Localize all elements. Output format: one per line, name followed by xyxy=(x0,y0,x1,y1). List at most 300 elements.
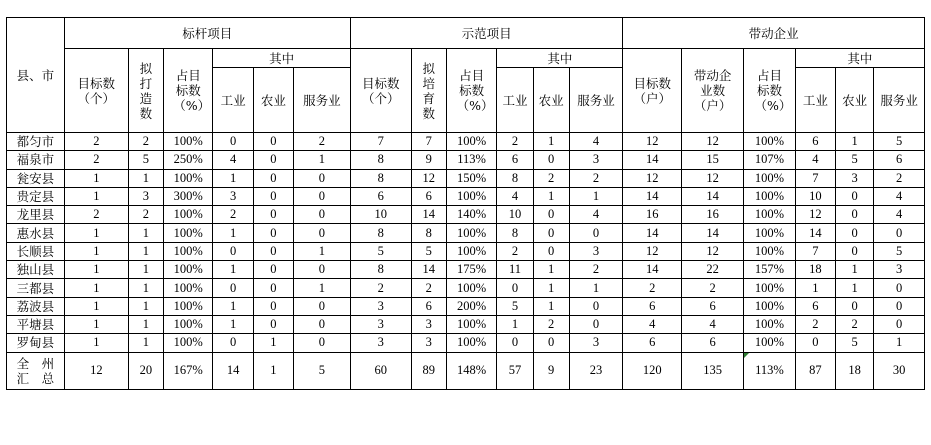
data-cell: 175% xyxy=(446,261,497,279)
data-cell: 0 xyxy=(294,169,351,187)
data-cell: 0 xyxy=(533,242,569,260)
data-cell: 1 xyxy=(294,279,351,297)
data-cell: 1 xyxy=(128,242,163,260)
county-name-cell: 三都县 xyxy=(7,279,65,297)
data-cell: 300% xyxy=(163,187,213,205)
county-name-cell: 罗甸县 xyxy=(7,334,65,352)
data-cell: 0 xyxy=(836,224,874,242)
data-cell: 0 xyxy=(294,315,351,333)
total-name-line1: 全 州 xyxy=(16,355,55,371)
total-cell: 12 xyxy=(64,352,128,389)
data-cell: 4 xyxy=(213,151,253,169)
data-cell: 11 xyxy=(497,261,533,279)
data-cell: 7 xyxy=(350,133,411,151)
enterprise-target-households-header xyxy=(623,49,682,133)
data-cell: 4 xyxy=(795,151,835,169)
data-cell: 100% xyxy=(163,133,213,151)
enterprise-driven-count-header xyxy=(682,49,744,133)
data-cell: 100% xyxy=(163,169,213,187)
benchmark-agriculture-header: 农业 xyxy=(253,68,293,133)
data-cell: 0 xyxy=(294,261,351,279)
total-cell: 57 xyxy=(497,352,533,389)
demo-service-header: 服务业 xyxy=(569,68,623,133)
data-cell: 2 xyxy=(128,206,163,224)
data-cell: 100% xyxy=(744,297,796,315)
data-cell: 0 xyxy=(253,133,293,151)
data-cell: 12 xyxy=(682,169,744,187)
data-cell: 5 xyxy=(874,242,925,260)
header-text: 拟培育数 xyxy=(422,60,436,121)
county-name-cell: 惠水县 xyxy=(7,224,65,242)
county-header: 县、市 xyxy=(7,18,65,133)
data-cell: 1 xyxy=(533,279,569,297)
data-cell: 1 xyxy=(128,334,163,352)
county-name-cell: 独山县 xyxy=(7,261,65,279)
data-cell: 1 xyxy=(213,169,253,187)
data-cell: 2 xyxy=(64,151,128,169)
data-cell: 12 xyxy=(623,133,682,151)
total-cell: 18 xyxy=(836,352,874,389)
data-cell: 12 xyxy=(795,206,835,224)
data-cell: 100% xyxy=(446,224,497,242)
data-cell: 1 xyxy=(64,187,128,205)
data-cell: 1 xyxy=(533,261,569,279)
data-cell: 1 xyxy=(569,279,623,297)
data-cell: 3 xyxy=(569,334,623,352)
total-cell: 14 xyxy=(213,352,253,389)
data-cell: 100% xyxy=(446,242,497,260)
data-cell: 9 xyxy=(411,151,446,169)
data-cell: 3 xyxy=(836,169,874,187)
data-cell: 14 xyxy=(623,224,682,242)
data-cell: 1 xyxy=(213,224,253,242)
project-summary-table xyxy=(6,17,925,390)
data-cell: 140% xyxy=(446,206,497,224)
header-text: 占目标数（%） xyxy=(754,68,792,113)
enterprise-industry-header: 工业 xyxy=(795,68,835,133)
data-cell: 100% xyxy=(744,206,796,224)
demo-industry-header: 工业 xyxy=(497,68,533,133)
total-cell: 87 xyxy=(795,352,835,389)
data-cell: 2 xyxy=(682,279,744,297)
data-cell: 100% xyxy=(163,297,213,315)
data-cell: 5 xyxy=(874,133,925,151)
total-cell: 89 xyxy=(411,352,446,389)
county-name-cell: 荔波县 xyxy=(7,297,65,315)
data-cell: 6 xyxy=(795,297,835,315)
data-cell: 0 xyxy=(294,334,351,352)
data-cell: 0 xyxy=(213,334,253,352)
data-cell: 100% xyxy=(163,242,213,260)
table-header xyxy=(7,18,925,133)
table-row xyxy=(7,169,925,187)
data-cell: 3 xyxy=(350,297,411,315)
data-cell: 107% xyxy=(744,151,796,169)
data-cell: 2 xyxy=(350,279,411,297)
data-cell: 10 xyxy=(350,206,411,224)
data-cell: 14 xyxy=(411,206,446,224)
data-cell: 0 xyxy=(213,279,253,297)
data-cell: 1 xyxy=(64,334,128,352)
data-cell: 1 xyxy=(128,224,163,242)
data-cell: 2 xyxy=(795,315,835,333)
data-cell: 0 xyxy=(253,151,293,169)
data-cell: 14 xyxy=(682,187,744,205)
data-cell: 7 xyxy=(795,169,835,187)
data-cell: 10 xyxy=(795,187,835,205)
data-cell: 1 xyxy=(128,261,163,279)
data-cell: 3 xyxy=(569,151,623,169)
data-cell: 1 xyxy=(64,261,128,279)
data-cell: 0 xyxy=(874,224,925,242)
data-cell: 1 xyxy=(836,133,874,151)
data-cell: 250% xyxy=(163,151,213,169)
data-cell: 6 xyxy=(682,334,744,352)
county-name-cell: 龙里县 xyxy=(7,206,65,224)
data-cell: 2 xyxy=(497,242,533,260)
county-name-cell: 都匀市 xyxy=(7,133,65,151)
data-cell: 0 xyxy=(253,224,293,242)
data-cell: 1 xyxy=(253,334,293,352)
header-text: 占目标数（%） xyxy=(456,68,494,113)
table-row xyxy=(7,187,925,205)
data-cell: 14 xyxy=(623,261,682,279)
data-cell: 0 xyxy=(294,206,351,224)
data-cell: 14 xyxy=(623,151,682,169)
benchmark-plan-create-header xyxy=(128,49,163,133)
data-cell: 0 xyxy=(874,315,925,333)
demo-plan-cultivate-header xyxy=(411,49,446,133)
data-cell: 7 xyxy=(411,133,446,151)
demo-target-ratio-header xyxy=(446,49,497,133)
benchmark-group-header: 标杆项目 xyxy=(64,18,350,49)
data-cell: 2 xyxy=(128,133,163,151)
data-cell: 12 xyxy=(682,133,744,151)
data-cell: 8 xyxy=(350,224,411,242)
data-cell: 0 xyxy=(253,261,293,279)
data-cell: 1 xyxy=(128,279,163,297)
enterprise-service-header: 服务业 xyxy=(874,68,925,133)
data-cell: 4 xyxy=(874,187,925,205)
table-row xyxy=(7,297,925,315)
table-row xyxy=(7,133,925,151)
header-text: 占目标数（%） xyxy=(173,68,211,113)
summary-table-container xyxy=(6,17,925,390)
data-cell: 4 xyxy=(497,187,533,205)
data-cell: 2 xyxy=(569,261,623,279)
data-cell: 14 xyxy=(682,224,744,242)
data-cell: 14 xyxy=(411,261,446,279)
data-cell: 15 xyxy=(682,151,744,169)
data-cell: 2 xyxy=(213,206,253,224)
data-cell: 1 xyxy=(294,151,351,169)
data-cell: 100% xyxy=(163,334,213,352)
total-cell: 5 xyxy=(294,352,351,389)
data-cell: 3 xyxy=(411,315,446,333)
data-cell: 1 xyxy=(294,242,351,260)
data-cell: 0 xyxy=(874,297,925,315)
data-cell: 5 xyxy=(350,242,411,260)
data-cell: 6 xyxy=(682,297,744,315)
data-cell: 100% xyxy=(744,242,796,260)
data-cell: 1 xyxy=(64,315,128,333)
total-cell: 148% xyxy=(446,352,497,389)
table-row xyxy=(7,151,925,169)
data-cell: 0 xyxy=(253,315,293,333)
data-cell: 8 xyxy=(411,224,446,242)
benchmark-service-header: 服务业 xyxy=(294,68,351,133)
data-cell: 12 xyxy=(623,242,682,260)
data-cell: 1 xyxy=(128,315,163,333)
total-name-line2: 汇 总 xyxy=(16,370,55,386)
data-cell: 1 xyxy=(213,315,253,333)
data-cell: 1 xyxy=(836,261,874,279)
data-cell: 5 xyxy=(128,151,163,169)
benchmark-target-ratio-header xyxy=(163,49,213,133)
data-cell: 3 xyxy=(350,315,411,333)
data-cell: 0 xyxy=(497,334,533,352)
data-cell: 8 xyxy=(350,151,411,169)
data-cell: 100% xyxy=(163,315,213,333)
data-cell: 2 xyxy=(64,133,128,151)
enterprise-agriculture-header: 农业 xyxy=(836,68,874,133)
data-cell: 1 xyxy=(874,334,925,352)
data-cell: 0 xyxy=(533,151,569,169)
data-cell: 1 xyxy=(64,169,128,187)
data-cell: 6 xyxy=(874,151,925,169)
data-cell: 100% xyxy=(446,334,497,352)
data-cell: 1 xyxy=(64,297,128,315)
data-cell: 0 xyxy=(213,242,253,260)
data-cell: 1 xyxy=(533,187,569,205)
data-cell: 6 xyxy=(350,187,411,205)
header-text: 目标数（个） xyxy=(77,75,116,106)
benchmark-industry-header: 工业 xyxy=(213,68,253,133)
data-cell: 100% xyxy=(744,334,796,352)
total-cell: 113% xyxy=(744,352,796,389)
data-cell: 0 xyxy=(836,206,874,224)
data-cell: 6 xyxy=(623,297,682,315)
data-cell: 1 xyxy=(64,279,128,297)
data-cell: 0 xyxy=(836,297,874,315)
total-cell: 20 xyxy=(128,352,163,389)
total-cell: 135 xyxy=(682,352,744,389)
data-cell: 3 xyxy=(213,187,253,205)
table-row xyxy=(7,334,925,352)
data-cell: 0 xyxy=(253,242,293,260)
data-cell: 0 xyxy=(795,334,835,352)
data-cell: 0 xyxy=(497,279,533,297)
data-cell: 8 xyxy=(497,169,533,187)
data-cell: 5 xyxy=(836,151,874,169)
data-cell: 1 xyxy=(213,261,253,279)
data-cell: 2 xyxy=(533,315,569,333)
data-cell: 0 xyxy=(253,187,293,205)
county-name-cell: 长顺县 xyxy=(7,242,65,260)
data-cell: 6 xyxy=(497,151,533,169)
data-cell: 1 xyxy=(497,315,533,333)
data-cell: 2 xyxy=(623,279,682,297)
data-cell: 100% xyxy=(163,279,213,297)
data-cell: 4 xyxy=(569,133,623,151)
data-cell: 100% xyxy=(446,187,497,205)
data-cell: 0 xyxy=(533,206,569,224)
header-text: 目标数（个） xyxy=(362,75,400,106)
data-cell: 14 xyxy=(795,224,835,242)
total-row xyxy=(7,352,925,389)
data-cell: 1 xyxy=(795,279,835,297)
table-row xyxy=(7,206,925,224)
total-cell: 23 xyxy=(569,352,623,389)
data-cell: 18 xyxy=(795,261,835,279)
data-cell: 1 xyxy=(533,133,569,151)
data-cell: 1 xyxy=(569,187,623,205)
total-cell: 1 xyxy=(253,352,293,389)
data-cell: 1 xyxy=(213,297,253,315)
demo-target-count-header xyxy=(350,49,411,133)
total-cell: 120 xyxy=(623,352,682,389)
data-cell: 7 xyxy=(795,242,835,260)
data-cell: 12 xyxy=(411,169,446,187)
data-cell: 5 xyxy=(497,297,533,315)
data-cell: 100% xyxy=(744,224,796,242)
data-cell: 2 xyxy=(497,133,533,151)
data-cell: 100% xyxy=(446,133,497,151)
table-row xyxy=(7,224,925,242)
data-cell: 16 xyxy=(682,206,744,224)
data-cell: 0 xyxy=(294,224,351,242)
data-cell: 0 xyxy=(253,206,293,224)
data-cell: 2 xyxy=(411,279,446,297)
demo-agriculture-header: 农业 xyxy=(533,68,569,133)
data-cell: 0 xyxy=(253,169,293,187)
total-name-cell xyxy=(7,352,65,389)
data-cell: 200% xyxy=(446,297,497,315)
data-cell: 3 xyxy=(411,334,446,352)
data-cell: 22 xyxy=(682,261,744,279)
data-cell: 0 xyxy=(294,187,351,205)
enterprise-group-header: 带动企业 xyxy=(623,18,925,49)
data-cell: 100% xyxy=(744,279,796,297)
county-name-cell: 平塘县 xyxy=(7,315,65,333)
data-cell: 157% xyxy=(744,261,796,279)
total-cell: 30 xyxy=(874,352,925,389)
data-cell: 3 xyxy=(350,334,411,352)
county-name-cell: 福泉市 xyxy=(7,151,65,169)
total-cell: 9 xyxy=(533,352,569,389)
data-cell: 100% xyxy=(744,315,796,333)
data-cell: 0 xyxy=(569,315,623,333)
table-body xyxy=(7,133,925,390)
data-cell: 0 xyxy=(836,187,874,205)
data-cell: 8 xyxy=(350,261,411,279)
data-cell: 5 xyxy=(836,334,874,352)
data-cell: 0 xyxy=(836,242,874,260)
data-cell: 8 xyxy=(350,169,411,187)
data-cell: 2 xyxy=(294,133,351,151)
data-cell: 16 xyxy=(623,206,682,224)
data-cell: 100% xyxy=(446,279,497,297)
data-cell: 2 xyxy=(836,315,874,333)
data-cell: 14 xyxy=(623,187,682,205)
data-cell: 100% xyxy=(163,206,213,224)
data-cell: 2 xyxy=(569,169,623,187)
data-cell: 0 xyxy=(874,279,925,297)
total-cell: 167% xyxy=(163,352,213,389)
data-cell: 113% xyxy=(446,151,497,169)
data-cell: 4 xyxy=(623,315,682,333)
demo-among-header: 其中 xyxy=(497,49,623,68)
data-cell: 0 xyxy=(253,297,293,315)
data-cell: 10 xyxy=(497,206,533,224)
benchmark-target-count-header xyxy=(64,49,128,133)
data-cell: 150% xyxy=(446,169,497,187)
table-row xyxy=(7,315,925,333)
data-cell: 1 xyxy=(64,242,128,260)
table-row xyxy=(7,242,925,260)
data-cell: 6 xyxy=(623,334,682,352)
benchmark-among-header: 其中 xyxy=(213,49,350,68)
data-cell: 0 xyxy=(533,224,569,242)
data-cell: 100% xyxy=(744,187,796,205)
data-cell: 2 xyxy=(874,169,925,187)
data-cell: 6 xyxy=(411,297,446,315)
data-cell: 1 xyxy=(128,169,163,187)
county-name-cell: 贵定县 xyxy=(7,187,65,205)
data-cell: 3 xyxy=(569,242,623,260)
data-cell: 1 xyxy=(533,297,569,315)
county-name-cell: 瓮安县 xyxy=(7,169,65,187)
data-cell: 6 xyxy=(795,133,835,151)
data-cell: 4 xyxy=(682,315,744,333)
data-cell: 6 xyxy=(411,187,446,205)
data-cell: 100% xyxy=(744,169,796,187)
data-cell: 0 xyxy=(569,224,623,242)
enterprise-target-ratio-header xyxy=(744,49,796,133)
data-cell: 100% xyxy=(163,261,213,279)
data-cell: 0 xyxy=(533,334,569,352)
header-text: 目标数（户） xyxy=(633,75,672,106)
data-cell: 0 xyxy=(213,133,253,151)
data-cell: 3 xyxy=(874,261,925,279)
data-cell: 100% xyxy=(446,315,497,333)
data-cell: 8 xyxy=(497,224,533,242)
data-cell: 2 xyxy=(64,206,128,224)
total-cell: 60 xyxy=(350,352,411,389)
data-cell: 1 xyxy=(836,279,874,297)
data-cell: 1 xyxy=(128,297,163,315)
table-row xyxy=(7,279,925,297)
header-text: 拟打造数 xyxy=(139,60,153,121)
data-cell: 12 xyxy=(623,169,682,187)
data-cell: 100% xyxy=(744,133,796,151)
data-cell: 1 xyxy=(64,224,128,242)
demo-group-header: 示范项目 xyxy=(350,18,623,49)
data-cell: 0 xyxy=(253,279,293,297)
data-cell: 3 xyxy=(128,187,163,205)
enterprise-among-header: 其中 xyxy=(795,49,924,68)
header-text: 带动企业数（户） xyxy=(693,68,732,113)
data-cell: 4 xyxy=(569,206,623,224)
data-cell: 5 xyxy=(411,242,446,260)
data-cell: 4 xyxy=(874,206,925,224)
data-cell: 12 xyxy=(682,242,744,260)
table-row xyxy=(7,261,925,279)
data-cell: 0 xyxy=(569,297,623,315)
data-cell: 2 xyxy=(533,169,569,187)
data-cell: 0 xyxy=(294,297,351,315)
data-cell: 100% xyxy=(163,224,213,242)
